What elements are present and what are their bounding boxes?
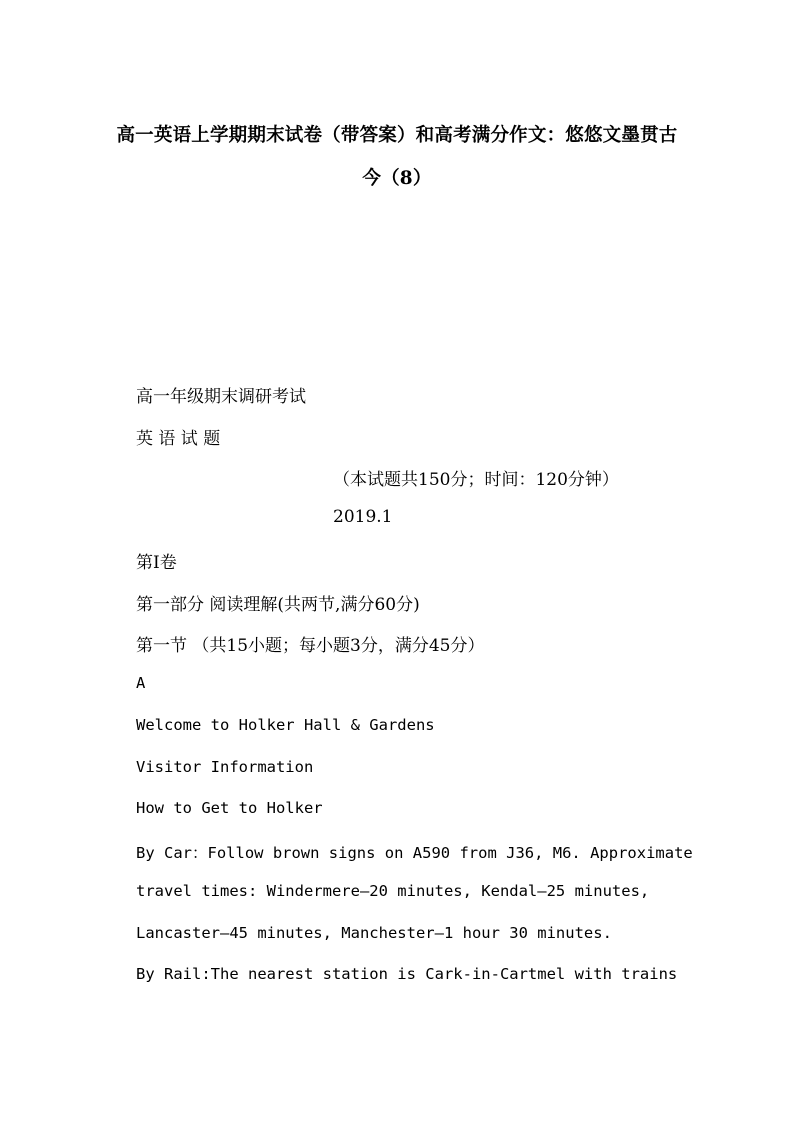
passage-line: By Car：Follow brown signs on A590 from J36, M6. Approximate bbox=[136, 844, 693, 862]
passage-line: Welcome to Holker Hall & Gardens bbox=[136, 716, 435, 734]
exam-section: 第一节 （共15小题；每小题3分，满分45分） bbox=[136, 636, 485, 656]
exam-subject: 英 语 试 题 bbox=[136, 429, 221, 449]
exam-volume: 第Ⅰ卷 bbox=[136, 553, 177, 573]
passage-line: How to Get to Holker bbox=[136, 799, 323, 817]
passage-line: By Rail:The nearest station is Cark-in-Cartmel with trains bbox=[136, 965, 678, 983]
exam-part: 第一部分 阅读理解(共两节,满分60分) bbox=[136, 595, 420, 615]
exam-date: 2019.1 bbox=[333, 507, 393, 527]
document-title-line-2: 今（8） bbox=[362, 168, 432, 189]
passage-label: A bbox=[136, 674, 146, 692]
passage-line: travel times: Windermere—20 minutes, Kendal—25 minutes, bbox=[136, 882, 650, 900]
passage-line: Lancaster—45 minutes, Manchester—1 hour 30 minutes. bbox=[136, 924, 612, 942]
document-title-line-1: 高一英语上学期期末试卷（带答案）和高考满分作文：悠悠文墨贯古 bbox=[116, 125, 678, 146]
exam-heading: 高一年级期末调研考试 bbox=[136, 387, 306, 407]
passage-line: Visitor Information bbox=[136, 758, 314, 776]
exam-info: （本试题共150分；时间：120分钟） bbox=[333, 470, 619, 490]
